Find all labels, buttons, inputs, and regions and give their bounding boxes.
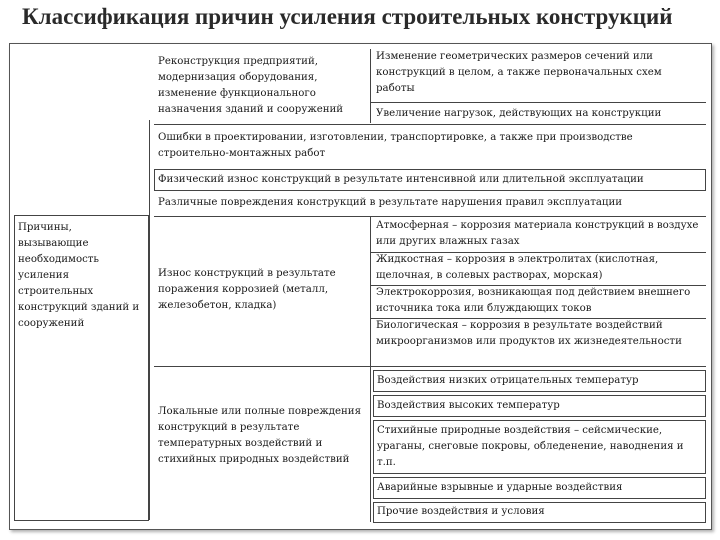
liquid-corrosion — [373, 252, 706, 285]
natural-impacts-text: Стихийные природные воздействия – сейсмические, ураганы, снеговые покровы, обледенение, наводнения и т.п. — [377, 425, 684, 468]
low-temperature-text: Воздействия низких отрицательных температур — [377, 375, 639, 386]
other-impacts — [373, 502, 706, 523]
biological-corrosion — [373, 318, 706, 366]
load-increase-text: Увеличение нагрузок, действующих на конструкции — [376, 108, 662, 119]
emergency-impacts-text: Аварийные взрывные и ударные воздействия — [377, 482, 623, 493]
reconstruction-cause-text: Реконструкция предприятий, модернизация оборудования, изменение функционального назначения зданий и сооружений — [158, 56, 344, 115]
geometry-change-text: Изменение геометрических размеров сечений или конструкций в целом, а также первоначальных схем работы — [376, 51, 662, 94]
page-title: Классификация причин усиления строительных конструкций — [22, 4, 673, 29]
biological-corrosion-text: Биологическая – коррозия в результате воздействий микроорганизмов или продуктов их жизнедеятельности — [376, 320, 682, 347]
electro-corrosion — [373, 285, 706, 318]
temperature-cause — [155, 404, 367, 490]
reconstruction-cause — [155, 54, 369, 124]
effects-divider — [370, 102, 706, 103]
corrosion-cause-text: Износ конструкций в результате поражения коррозией (металл, железобетон, кладка) — [158, 268, 336, 311]
liquid-corrosion-text: Жидкостная – коррозия в электролитах (кислотная, щелочная, в солевых растворах, морская) — [376, 254, 659, 281]
low-temperature — [373, 370, 706, 392]
electro-corrosion-text: Электрокоррозия, возникающая под действием внешнего источника тока или блуждающих токов — [376, 287, 691, 314]
high-temperature — [373, 395, 706, 417]
damage-text: Различные повреждения конструкций в результате нарушения правил эксплуатации — [158, 197, 623, 208]
damage-bottom-line — [154, 216, 706, 217]
natural-impacts — [373, 420, 706, 474]
corrosion-cause — [155, 266, 367, 320]
corrosion-divider — [370, 216, 371, 366]
corrosion-bottom-line — [154, 366, 706, 367]
causes-label-box — [14, 215, 149, 521]
reconstruction-divider — [370, 49, 371, 123]
wear-row — [154, 169, 706, 191]
errors-text: Ошибки в проектировании, изготовлении, транспортировке, а также при производстве строительно-монтажных работ — [158, 132, 633, 159]
atmospheric-corrosion-text: Атмосферная – коррозия материала конструкций в воздухе или других влажных газах — [376, 220, 699, 247]
high-temperature-text: Воздействия высоких температур — [377, 400, 560, 411]
emergency-impacts — [373, 477, 706, 499]
temperature-divider — [370, 366, 371, 522]
atmospheric-corrosion — [373, 218, 706, 252]
wear-text: Физический износ конструкций в результате интенсивной или длительной эксплуатации — [158, 174, 644, 185]
load-increase-effect — [373, 106, 707, 124]
geometry-change-effect — [373, 49, 705, 101]
errors-top-line — [154, 124, 706, 125]
connector-vertical — [149, 120, 150, 520]
errors-row — [155, 130, 705, 166]
other-impacts-text: Прочие воздействия и условия — [377, 506, 545, 517]
temperature-cause-text: Локальные или полные повреждения конструкций в результате температурных воздействий и стихийных природных воздействий — [158, 406, 361, 465]
causes-label: Причины, вызывающие необходимость усиления строительных конструкций зданий и сооружений — [18, 222, 140, 329]
damage-row — [155, 195, 705, 215]
